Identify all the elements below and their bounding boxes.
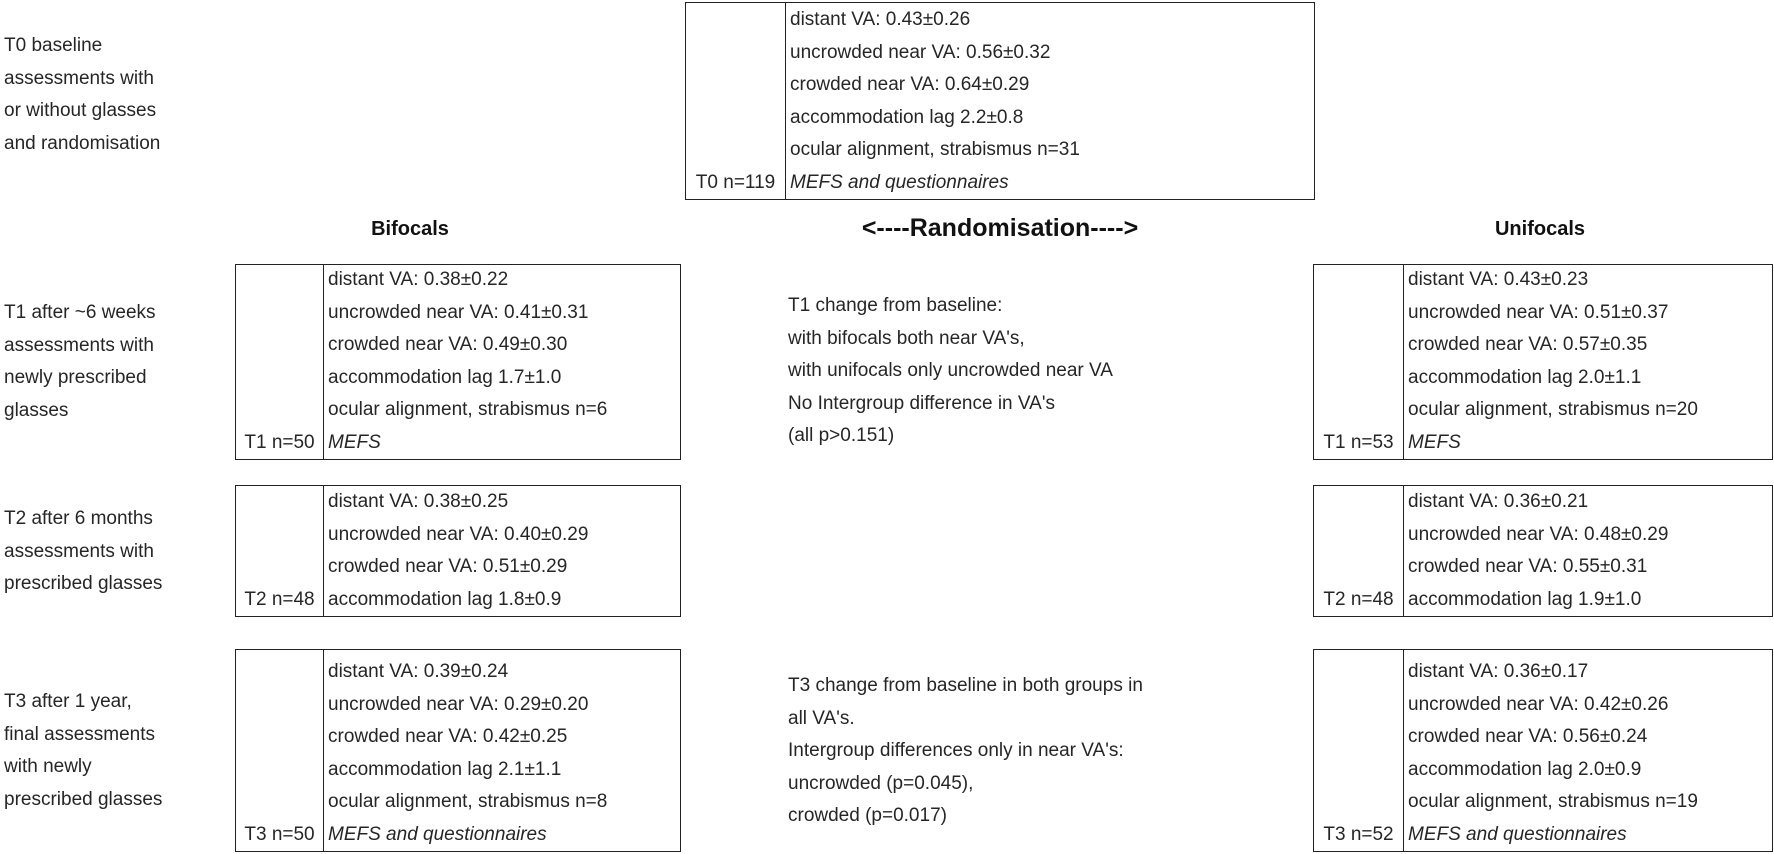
measure-line: accommodation lag 1.7±1.0	[328, 366, 562, 388]
measure-line: crowded near VA: 0.56±0.24	[1408, 726, 1648, 747]
measure-line: ocular alignment, strabismus n=20	[1408, 399, 1698, 420]
unifocal-t3-box	[1313, 649, 1773, 852]
bifocal-t1-box	[235, 264, 681, 460]
phase-line: with newly	[4, 756, 92, 777]
sample-size: T3 n=52	[1314, 650, 1404, 851]
measure-line: ocular alignment, strabismus n=31	[790, 139, 1080, 160]
note-line: crowded (p=0.017)	[788, 805, 947, 826]
phase-line: assessments with	[4, 67, 154, 89]
measure-line: distant VA: 0.43±0.26	[790, 9, 971, 30]
phase-label-t0	[4, 30, 160, 160]
phase-line: final assessments	[4, 723, 156, 745]
randomisation-heading: <----Randomisation---->	[861, 214, 1139, 242]
sample-size: T3 n=50	[236, 650, 324, 851]
measurements	[1404, 486, 1772, 616]
phase-label-t2	[4, 503, 162, 601]
assessments-line: MEFS	[328, 431, 381, 453]
measure-line: accommodation lag 1.9±1.0	[1408, 588, 1642, 610]
baseline-box	[685, 2, 1315, 200]
measure-line: uncrowded near VA: 0.48±0.29	[1408, 523, 1669, 545]
sample-size: T0 n=119	[686, 3, 786, 199]
sample-size: T1 n=53	[1314, 265, 1404, 459]
measure-line: crowded near VA: 0.42±0.25	[328, 726, 568, 747]
t1-change-note	[788, 290, 1113, 453]
measure-line: distant VA: 0.38±0.25	[328, 491, 509, 512]
note-line: (all p>0.151)	[788, 425, 895, 446]
phase-line: assessments with	[4, 540, 154, 562]
measure-line: distant VA: 0.36±0.21	[1408, 491, 1589, 512]
note-line: No Intergroup difference in VA's	[788, 392, 1055, 414]
sample-size: T1 n=50	[236, 265, 324, 459]
measure-line: ocular alignment, strabismus n=19	[1408, 791, 1698, 812]
phase-line: T0 baseline	[4, 35, 103, 56]
assessments-line: MEFS	[1408, 431, 1461, 453]
unifocals-heading: Unifocals	[1494, 218, 1586, 240]
phase-line: assessments with	[4, 334, 154, 356]
phase-line: T1 after ~6 weeks	[4, 302, 156, 323]
t3-change-note	[788, 670, 1143, 833]
measure-line: uncrowded near VA: 0.42±0.26	[1408, 693, 1669, 715]
measure-line: crowded near VA: 0.55±0.31	[1408, 556, 1648, 577]
phase-line: prescribed glasses	[4, 788, 163, 810]
measurements	[324, 650, 680, 851]
unifocal-t1-box	[1313, 264, 1773, 460]
note-line: uncrowded (p=0.045),	[788, 772, 974, 794]
note-line: T1 change from baseline:	[788, 295, 1003, 316]
measure-line: accommodation lag 1.8±0.9	[328, 588, 562, 610]
measure-line: uncrowded near VA: 0.41±0.31	[328, 301, 589, 323]
measurements	[1404, 265, 1772, 459]
measure-line: accommodation lag 2.2±0.8	[790, 106, 1024, 128]
measure-line: uncrowded near VA: 0.29±0.20	[328, 693, 589, 715]
sample-size: T2 n=48	[236, 486, 324, 616]
measure-line: distant VA: 0.43±0.23	[1408, 269, 1589, 290]
measure-line: crowded near VA: 0.51±0.29	[328, 556, 568, 577]
phase-line: glasses	[4, 399, 69, 421]
measure-line: uncrowded near VA: 0.56±0.32	[790, 41, 1051, 63]
phase-label-t3	[4, 686, 162, 816]
note-line: with bifocals both near VA's,	[788, 327, 1025, 349]
measure-line: uncrowded near VA: 0.40±0.29	[328, 523, 589, 545]
bifocals-heading: Bifocals	[371, 218, 449, 240]
measure-line: distant VA: 0.36±0.17	[1408, 661, 1589, 682]
measurements	[786, 3, 1314, 199]
sample-size: T2 n=48	[1314, 486, 1404, 616]
measure-line: accommodation lag 2.0±1.1	[1408, 366, 1642, 388]
phase-line: T2 after 6 months	[4, 508, 153, 529]
measurements	[1404, 650, 1772, 851]
note-line: T3 change from baseline in both groups in	[788, 675, 1143, 696]
note-line: all VA's.	[788, 707, 855, 729]
phase-line: T3 after 1 year,	[4, 691, 132, 712]
phase-line: and randomisation	[4, 132, 161, 154]
measure-line: accommodation lag 2.0±0.9	[1408, 758, 1642, 780]
assessments-line: MEFS and questionnaires	[328, 823, 547, 845]
measurements	[324, 265, 680, 459]
assessments-line: MEFS and questionnaires	[790, 171, 1009, 193]
phase-line: prescribed glasses	[4, 573, 163, 594]
measure-line: crowded near VA: 0.64±0.29	[790, 74, 1030, 95]
bifocal-t2-box	[235, 485, 681, 617]
measure-line: distant VA: 0.38±0.22	[328, 269, 509, 290]
phase-line: or without glasses	[4, 100, 157, 121]
measure-line: crowded near VA: 0.49±0.30	[328, 334, 568, 355]
phase-line: newly prescribed	[4, 367, 147, 388]
unifocal-t2-box	[1313, 485, 1773, 617]
assessments-line: MEFS and questionnaires	[1408, 823, 1627, 845]
phase-label-t1	[4, 297, 156, 427]
bifocal-t3-box	[235, 649, 681, 852]
measure-line: accommodation lag 2.1±1.1	[328, 758, 562, 780]
measure-line: uncrowded near VA: 0.51±0.37	[1408, 301, 1669, 323]
measure-line: distant VA: 0.39±0.24	[328, 661, 509, 682]
measurements	[324, 486, 680, 616]
measure-line: ocular alignment, strabismus n=8	[328, 791, 608, 812]
measure-line: crowded near VA: 0.57±0.35	[1408, 334, 1648, 355]
note-line: with unifocals only uncrowded near VA	[788, 360, 1113, 381]
measure-line: ocular alignment, strabismus n=6	[328, 399, 608, 420]
note-line: Intergroup differences only in near VA's:	[788, 740, 1124, 761]
